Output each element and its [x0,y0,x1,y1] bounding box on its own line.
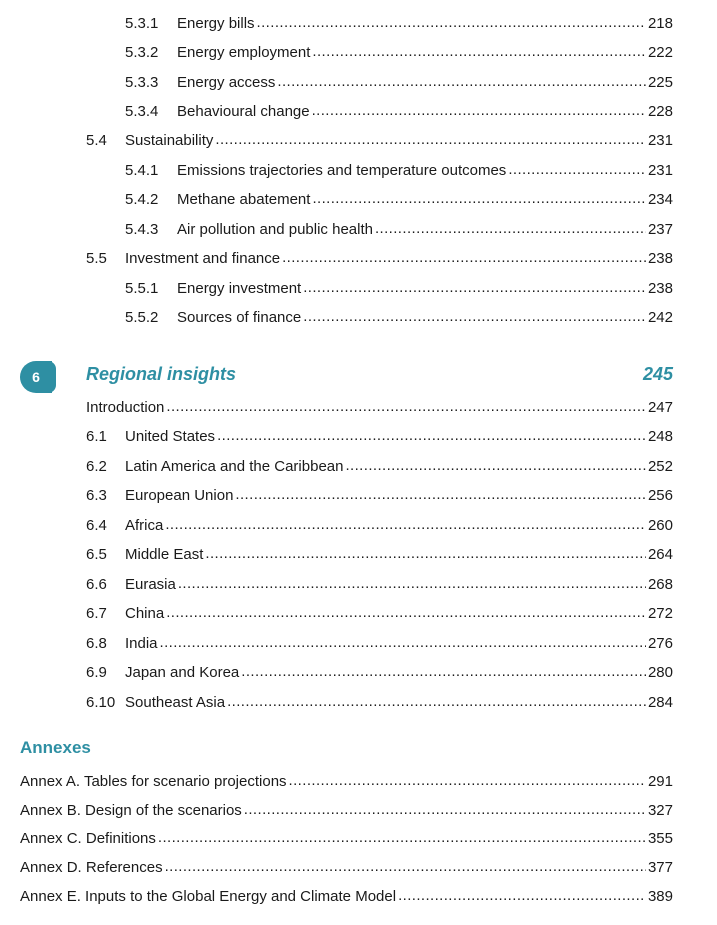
toc-entry-6-9[interactable] [86,663,673,683]
entry-title: Energy access [177,74,276,91]
entry-title: India [125,635,158,652]
annexes-heading: Annexes [20,738,91,757]
entry-number: 6.5 [86,546,107,563]
entry-title: China [125,605,165,622]
toc-entry-5-4-3[interactable] [125,220,673,240]
dot-leader [217,426,646,446]
dot-leader [165,857,646,877]
toc-entry-6-3[interactable] [86,486,673,506]
toc-entry-5-4[interactable] [86,131,673,151]
chapter-page: 245 [642,364,673,384]
entry-page: 327 [647,802,673,819]
dot-leader [205,544,646,564]
entry-page: 234 [647,191,673,208]
entry-page: 231 [647,132,673,149]
dot-leader [165,515,646,535]
toc-entry-5-3-4[interactable] [125,102,673,122]
chapter-title[interactable]: Regional insights [86,364,237,384]
entry-number: 5.4 [86,132,107,149]
dot-leader [166,603,646,623]
entry-title: Behavioural change [177,103,310,120]
entry-title: Africa [125,517,164,534]
entry-number: 5.5 [86,250,107,267]
entry-title: Annex A. Tables for scenario projections [20,773,287,790]
entry-page: 284 [647,694,673,711]
entry-number: 6.10 [86,694,116,711]
entry-page: 256 [647,487,673,504]
toc-entry-6-2[interactable] [86,457,673,477]
entry-number: 6.9 [86,664,107,681]
entry-title: Investment and finance [125,250,281,267]
entry-page: 272 [647,605,673,622]
entry-page: 238 [647,280,673,297]
entry-title: Annex C. Definitions [20,830,156,847]
toc-entry-6-5[interactable] [86,545,673,565]
dot-leader [160,633,646,653]
entry-number: 5.4.2 [125,191,159,208]
entry-number: 6.3 [86,487,107,504]
dot-leader [241,662,646,682]
dot-leader [277,72,646,92]
dot-leader [215,130,646,150]
entry-number: 5.5.2 [125,309,159,326]
entry-title: Latin America and the Caribbean [125,458,344,475]
entry-title: Air pollution and public health [177,221,373,238]
toc-entry-annex-a[interactable] [20,772,673,792]
entry-title: Annex D. References [20,859,163,876]
toc-entry-5-3-3[interactable] [125,73,673,93]
entry-number: 6.4 [86,517,107,534]
dot-leader [227,692,646,712]
entry-number: 5.4.1 [125,162,159,179]
entry-title: Emissions trajectories and temperature outcomes [177,162,507,179]
toc-entry-6-6[interactable] [86,575,673,595]
entry-title: European Union [125,487,234,504]
dot-leader [398,886,646,906]
dot-leader [508,160,646,180]
dot-leader [158,828,646,848]
entry-number: 5.3.3 [125,74,159,91]
toc-entry-6-10[interactable] [86,693,673,713]
dot-leader [257,13,646,33]
dot-leader [312,42,646,62]
entry-page: 276 [647,635,673,652]
toc-entry-5-3-1[interactable] [125,14,673,34]
dot-leader [178,574,646,594]
entry-title: Annex B. Design of the scenarios [20,802,242,819]
entry-title: Sources of finance [177,309,302,326]
entry-title: Sustainability [125,132,214,149]
toc-entry-annex-d[interactable] [20,858,673,878]
dot-leader [312,189,646,209]
entry-title: Introduction [86,399,165,416]
entry-page: 264 [647,546,673,563]
dot-leader [244,800,646,820]
entry-page: 291 [647,773,673,790]
entry-page: 242 [647,309,673,326]
entry-number: 5.3.4 [125,103,159,120]
entry-page: 247 [647,399,673,416]
entry-page: 228 [647,103,673,120]
entry-title: Middle East [125,546,204,563]
dot-leader [303,278,646,298]
toc-entry-5-4-2[interactable] [125,190,673,210]
dot-leader [345,456,645,476]
entry-number: 5.3.2 [125,44,159,61]
dot-leader [375,219,646,239]
entry-page: 280 [647,664,673,681]
toc-entry-5-5-2[interactable] [125,308,673,328]
entry-number: 6.6 [86,576,107,593]
entry-number: 6.8 [86,635,107,652]
dot-leader [303,307,646,327]
dot-leader [289,771,646,791]
entry-page: 389 [647,888,673,905]
entry-page: 225 [647,74,673,91]
entry-number: 6.2 [86,458,107,475]
dot-leader [282,248,646,268]
entry-page: 248 [647,428,673,445]
entry-page: 260 [647,517,673,534]
toc-entry-5-5[interactable] [86,249,673,269]
toc-entry-6-8[interactable] [86,634,673,654]
entry-page: 355 [647,830,673,847]
chapter-number-badge: 6 [20,361,52,393]
entry-page: 377 [647,859,673,876]
entry-number: 5.3.1 [125,15,159,32]
entry-page: 238 [647,250,673,267]
entry-number: 5.4.3 [125,221,159,238]
entry-title: Eurasia [125,576,176,593]
dot-leader [235,485,646,505]
entry-title: Southeast Asia [125,694,226,711]
entry-page: 237 [647,221,673,238]
entry-page: 222 [647,44,673,61]
entry-number: 5.5.1 [125,280,159,297]
entry-page: 231 [647,162,673,179]
entry-title: Methane abatement [177,191,311,208]
entry-title: Energy investment [177,280,302,297]
toc-entry-5-4-1[interactable] [125,161,673,181]
entry-number: 6.1 [86,428,107,445]
toc-entry-5-3-2[interactable] [125,43,673,63]
entry-page: 218 [647,15,673,32]
toc-entry-annex-e[interactable] [20,887,673,907]
toc-entry-6-4[interactable] [86,516,673,536]
entry-title: Annex E. Inputs to the Global Energy and Climate Model [20,888,397,905]
dot-leader [166,397,646,417]
toc-entry-5-5-1[interactable] [125,279,673,299]
dot-leader [312,101,646,121]
entry-title: Energy bills [177,15,255,32]
entry-title: Japan and Korea [125,664,240,681]
entry-number: 6.7 [86,605,107,622]
toc-entry-annex-b[interactable] [20,801,673,821]
entry-title: United States [125,428,216,445]
entry-page: 252 [647,458,673,475]
toc-entry-6-7[interactable] [86,604,673,624]
toc-entry-annex-c[interactable] [20,829,673,849]
toc-entry-introduction[interactable] [86,398,673,418]
entry-title: Energy employment [177,44,311,61]
entry-page: 268 [647,576,673,593]
toc-entry-6-1[interactable] [86,427,673,447]
